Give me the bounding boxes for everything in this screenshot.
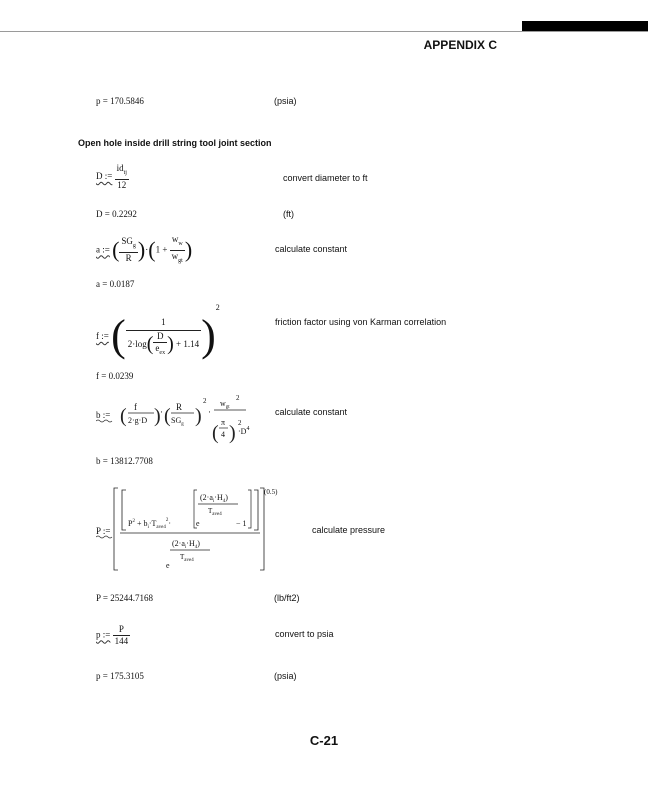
D-den: 12 [117, 179, 127, 190]
p-assign-fraction [113, 624, 131, 647]
b-f: f [134, 402, 137, 412]
a-open-paren-1: ( [112, 237, 120, 263]
p-final-unit: (psia) [274, 671, 297, 681]
D-result-unit: (ft) [283, 209, 294, 219]
a-R: R [125, 253, 132, 264]
D-num: id [116, 163, 124, 173]
D-assign-fraction [115, 163, 129, 191]
b-result-expr: b = 13812.7708 [96, 456, 153, 466]
P-den-bottom: $T_{ave4}$ [180, 553, 194, 563]
header-bar [522, 21, 648, 31]
f-log-open: ( [146, 333, 154, 356]
P-bracket-close-e [248, 490, 251, 528]
a-ww: w [171, 234, 179, 244]
b-wgt: $w_{gt}$ [220, 399, 230, 410]
f-open-paren: ( [111, 310, 126, 360]
P-den-top: $(2\cdot a_i\cdot H_4)$ [172, 539, 200, 550]
b-SG: $SG_g$ [171, 416, 184, 427]
P-result-unit: (lb/ft2) [274, 593, 300, 603]
a-fraction-w [170, 234, 185, 267]
b-four: 4 [221, 430, 225, 439]
p-assign-lhs: p := [96, 629, 111, 640]
b-assign-note: calculate constant [275, 407, 348, 417]
f-outer-fraction [126, 314, 201, 359]
b-R: R [176, 402, 183, 412]
b-dot-2: · [208, 407, 211, 417]
f-e-sub: ex [159, 349, 166, 356]
f-assign-equation [96, 303, 220, 358]
f-e: e [155, 342, 160, 353]
b-pi: π [221, 418, 226, 427]
a-one-plus: 1 + [155, 244, 168, 255]
P-num-exp-bottom: $T_{ave4}$ [208, 507, 222, 517]
f-inner-fraction [153, 331, 167, 359]
b-assign-lhs: b := [96, 410, 111, 420]
b-exp-2: 2 [236, 395, 240, 402]
a-close-paren-1: ) [137, 237, 146, 263]
P-bracket-open-inner [122, 490, 126, 530]
P-result-expr: P = 25244.7168 [96, 593, 153, 603]
a-open-paren-2: ( [148, 237, 156, 263]
a-wg: w [171, 250, 179, 261]
P-assign-lhs: P := [96, 526, 111, 536]
p-initial-expr: p = 170.5846 [96, 96, 144, 106]
b-paren-open-3: ( [212, 422, 219, 444]
D-num-sub: tj [123, 169, 127, 176]
section-heading: Open hole inside drill string tool joint section [78, 138, 272, 148]
a-sg-sub: g [132, 243, 136, 250]
p-final-expr: p = 175.3105 [96, 671, 144, 681]
a-assign-equation: a := ( $\frac{SG_g}{R}$ )·(1 + $\frac{w_w}{w_{gt}}$ ) [96, 234, 192, 267]
p-num: P [113, 624, 131, 636]
P-bracket-close-inner [254, 490, 258, 530]
b-paren-open-1: ( [120, 405, 127, 427]
b-D4: $\cdot D^4$ [238, 426, 250, 436]
P-assign-mark [96, 536, 112, 538]
a-result-expr: a = 0.0187 [96, 279, 135, 289]
a-ww-sub: w [178, 240, 183, 247]
P-num-e: e [196, 519, 200, 528]
f-two-log: 2·log [127, 338, 147, 349]
appendix-title: APPENDIX C [423, 38, 497, 52]
header-rule [0, 31, 648, 32]
f-log-close: ) [167, 333, 174, 356]
f-assign-lhs: f := [96, 330, 109, 341]
p-den: 144 [114, 636, 129, 646]
a-sg: SG [121, 236, 133, 247]
P-assign-note: calculate pressure [312, 525, 386, 535]
b-assign-equation [96, 395, 266, 457]
P-equation-graphic [96, 484, 316, 574]
p-initial-unit: (psia) [274, 96, 297, 106]
a-wg-sub: gt [178, 257, 183, 264]
f-result-expr: f = 0.0239 [96, 371, 134, 381]
b-dot-1: · [160, 407, 163, 417]
page-number: C-21 [309, 733, 339, 748]
p-assign-note: convert to psia [275, 629, 334, 639]
P-bracket-open-outer [114, 488, 118, 570]
b-paren-close-1: ) [154, 405, 161, 427]
b-paren-close-2: ) [195, 405, 202, 427]
b-exp-3: 2 [238, 419, 242, 427]
f-one: 1 [126, 314, 201, 331]
D-assign-note: convert diameter to ft [283, 173, 368, 183]
a-assign-lhs: a := [96, 244, 110, 255]
P-den-e: e [166, 561, 170, 570]
f-D: D [153, 331, 167, 343]
b-paren-open-2: ( [164, 405, 171, 427]
D-result-expr: D = 0.2292 [96, 209, 137, 219]
P-num-main: $P^2 + b_i\cdot T_{ave4}^2\cdot$ [128, 518, 172, 530]
P-bracket-close-outer [260, 488, 264, 570]
f-plus: + 1.14 [176, 338, 200, 349]
b-assign-mark [96, 420, 112, 422]
P-num-minus-one: − 1 [236, 519, 247, 528]
f-assign-note: friction factor using von Karman correlation [275, 317, 447, 327]
f-exp: 2 [215, 303, 220, 312]
a-fraction-sg [119, 236, 138, 264]
a-close-paren-2: ) [184, 237, 193, 263]
D-assign-equation [96, 163, 129, 191]
b-equation-graphic [96, 395, 266, 455]
a-assign-note: calculate constant [275, 244, 348, 254]
f-close-paren: ) [201, 310, 216, 360]
b-exp-1: 2 [203, 397, 207, 405]
b-2gD: 2·g·D [128, 416, 148, 425]
D-assign-lhs: D := [96, 170, 113, 181]
P-assign-equation [96, 484, 316, 576]
p-assign-equation [96, 624, 130, 647]
P-exp: (0.5) [264, 488, 278, 496]
P-num-exp-top: $(2\cdot a_i\cdot H_4)$ [200, 493, 228, 504]
b-paren-close-3: ) [229, 422, 236, 444]
